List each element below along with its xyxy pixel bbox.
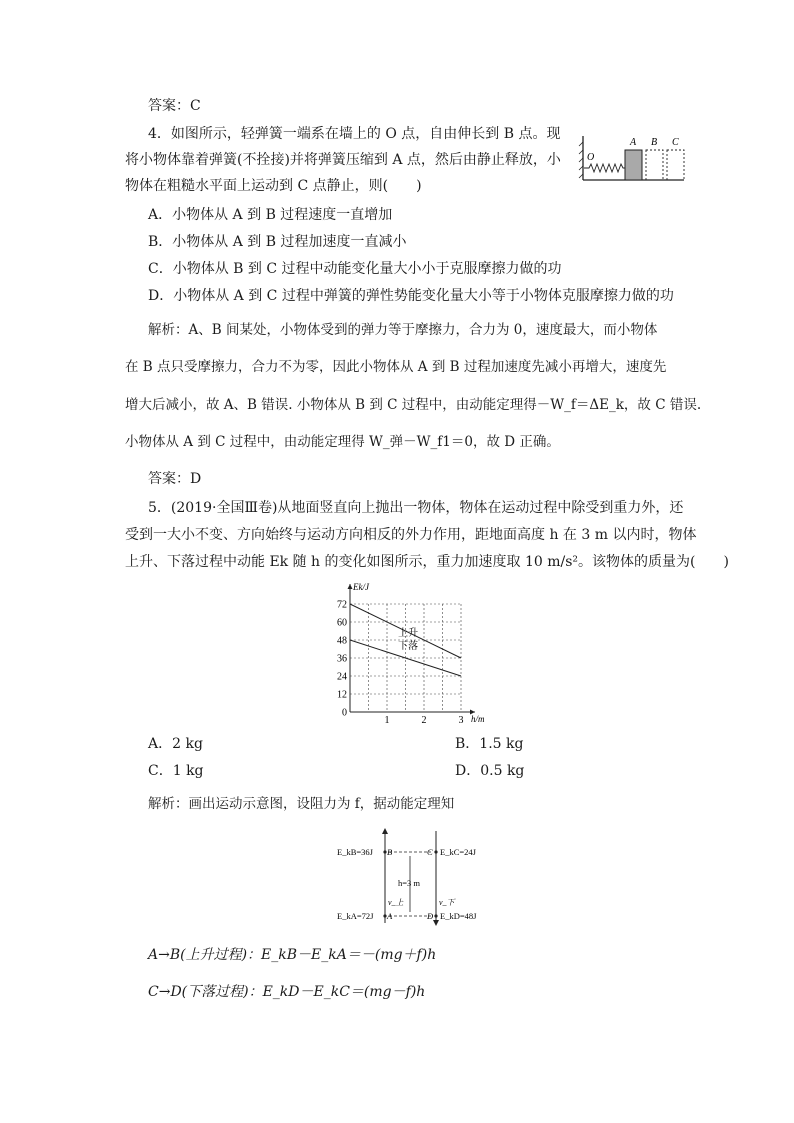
- y-tick-label: 36: [337, 653, 347, 665]
- q4-stem-line1: 4．如图所示，轻弹簧一端系在墙上的 O 点，自由伸长到 B 点。现: [148, 126, 561, 142]
- x-tick-label: 3: [458, 715, 464, 725]
- q5-option-b: B．1.5 kg: [455, 736, 524, 752]
- q5-option-c: C．1 kg: [148, 763, 204, 779]
- spring-figure: [578, 128, 690, 186]
- series-label-rise: 上升: [398, 628, 419, 639]
- label-o: O: [587, 152, 595, 163]
- block-a: [625, 150, 642, 180]
- q5-stem-line3: 上升、下落过程中动能 Ek 随 h 的变化如图所示，重力加速度取 10 m/s²。该物体的质量为( ): [125, 554, 729, 570]
- q4-option-c: C．小物体从 B 到 C 过程中动能变化量大小小于克服摩擦力做的功: [148, 261, 562, 277]
- eka-label: E_kA=72J: [337, 911, 374, 921]
- ekb-label: E_kB=36J: [337, 847, 373, 857]
- point-a: A: [387, 911, 393, 921]
- q4-analysis-line1: 解析：A、B 间某处，小物体受到的弹力等于摩擦力，合力为 0，速度最大，而小物体: [148, 322, 658, 338]
- h-label: h=3 m: [398, 878, 421, 888]
- label-c: C: [672, 137, 679, 148]
- q4-option-d: D．小物体从 A 到 C 过程中弹簧的弹性势能变化量大小等于小物体克服摩擦力做的功: [148, 288, 674, 304]
- block-b-dashed: [646, 150, 663, 180]
- y-tick-label: 0: [342, 707, 347, 719]
- label-a: A: [630, 137, 637, 148]
- x-tick-label: 2: [421, 715, 427, 725]
- q4-analysis-line4: 小物体从 A 到 C 过程中，由动能定理得 W_弹－W_f1＝0，故 D 正确。: [125, 434, 560, 450]
- ekd-label: E_kD=48J: [440, 911, 477, 921]
- y-tick-label: 12: [337, 689, 347, 701]
- y-tick-label: 72: [337, 599, 347, 611]
- v-down-label: v_下: [439, 898, 455, 907]
- y-tick-label: 24: [337, 671, 347, 683]
- q4-option-b: B．小物体从 A 到 B 过程加速度一直减小: [148, 234, 407, 250]
- y-axis-title: Ek/J: [353, 582, 369, 592]
- point-b: B: [387, 847, 393, 857]
- ek-h-chart: [330, 580, 500, 725]
- motion-diagram: [335, 828, 495, 928]
- v-up-label: v_上: [388, 898, 404, 907]
- block-c-dashed: [667, 150, 684, 180]
- q5-stem-line2: 受到一大小不变、方向始终与运动方向相反的外力作用，距地面高度 h 在 3 m 以内时，物体: [125, 527, 697, 543]
- x-axis-title: h/m: [471, 714, 485, 724]
- q5-eq2: C→D(下落过程)：E_kD－E_kC＝(mg－f)h: [148, 984, 426, 1000]
- y-axis-arrow: [348, 584, 353, 589]
- point-d: D: [427, 911, 434, 921]
- q5-option-a: A．2 kg: [148, 736, 203, 752]
- q5-eq1: A→B(上升过程)：E_kB－E_kA＝－(mg＋f)h: [148, 947, 437, 963]
- q5-stem-line1: 5．(2019·全国Ⅲ卷)从地面竖直向上抛出一物体，物体在运动过程中除受到重力外，还: [148, 500, 684, 516]
- x-tick-label: 1: [384, 715, 390, 725]
- y-tick-label: 48: [337, 635, 347, 647]
- y-tick-label: 60: [337, 617, 347, 629]
- q5-analysis-intro: 解析：画出运动示意图，设阻力为 f，据动能定理知: [148, 796, 455, 812]
- q3-answer: 答案：C: [148, 98, 201, 114]
- series-label-fall: 下落: [398, 641, 419, 652]
- ekc-label: E_kC=24J: [440, 847, 476, 857]
- q4-analysis-line3: 增大后减小，故 A、B 错误. 小物体从 B 到 C 过程中，由动能定理得－W_f＝ΔE_k，故 C 错误.: [125, 397, 702, 413]
- point-c: C: [427, 847, 433, 857]
- q4-analysis-line2: 在 B 点只受摩擦力，合力不为零，因此小物体从 A 到 B 过程加速度先减小再增大，速度先: [125, 359, 667, 375]
- q4-answer: 答案：D: [148, 471, 202, 487]
- q4-option-a: A．小物体从 A 到 B 过程速度一直增加: [148, 207, 393, 223]
- spring: [584, 164, 625, 172]
- q4-stem-line2: 将小物体靠着弹簧(不拴接)并将弹簧压缩到 A 点，然后由静止释放，小: [125, 152, 561, 168]
- q5-option-d: D．0.5 kg: [455, 763, 525, 779]
- q4-stem-line3: 物体在粗糙水平面上运动到 C 点静止，则( ): [125, 178, 422, 194]
- label-b: B: [651, 137, 658, 148]
